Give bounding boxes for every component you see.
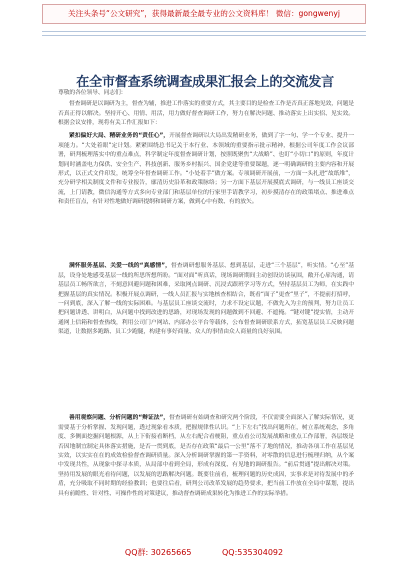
header-rule-top bbox=[42, 31, 366, 32]
section-heading: 紧扣偏好大局、精研业务的“责任心”， bbox=[69, 133, 170, 140]
paragraph-body: 督查调研有始调查和研究两个阶段，不仅需要全面深入了解实际情况，更需要基于分析掌握、发现问题，透过现象看本质，把握规律性认识。“上下左右”找出问题所在，树立系统观念，多角度、多侧面挖掘问题根源，从上下衔接看断档，从左右配合看梗阻，重点看公司发展战略和重点工作部署，各层级是否因地制宜制定具体落实措施，是否一贯到底，是否存在政策“最后一公里”落不了地的情况，推动各项工作在基层见实效，以实实在在的成效检验督查调研质量。深入分析调研掌握的第一手资料，对零散的信息进行梳理归纳，从个案中发现共性，从现象中探寻本质，从局部中看到全局，形成有深度、有见地的调研报告。“前后贯通”提出解决对策。坚持用发展的眼光看待问题，以发展的思路解决问题。既要往前看，梳理问题的历史成因，实事求是对待发展中的矛盾，充分吸取不同时期的经验教训；也要往后看，研判公司改革发展的趋势要求，把当前工作放在全局中谋划，提出具有前瞻性、针对性、可操作性的对策建议，推动督查调研成果转化为推进工作的实际举措。 bbox=[58, 415, 354, 497]
document-title: 在全市督查系统调查成果汇报会上的交流发言 bbox=[76, 75, 334, 90]
paragraph-intro bbox=[58, 100, 354, 128]
section-heading: 满怀服务基层、关爱一线的“真感情”， bbox=[69, 263, 172, 270]
footer-contact bbox=[0, 547, 408, 558]
paragraph-body: 开展督查调研以大局出发精研业务，做到了字一句、学一个专业、提升一项能力。“大处着眼”定计划。紧紧围绕总书记关于本行业、本领域的重要指示批示精神，根据公司年度工作会议部署，研判梳理落实中的重点难点，科学制定年度督查调研计划，按照既聚焦“大战略”、也盯“小切口”的原则，年度计划同时涵盖电力保供、安全生产、科技创新、服务乡村振兴、国企党建等重要课题，逐一明确调研的主要内容和开展形式，以正式文件印发，统筹全年督查调研工作。“小处着手”做方案。专项调研开展前，一方面一头扎进“故纸堆”，充分研学相关制度文件和专业报告，廓清历史沿革和政策脉络；另一方面下基层开展摸底式调研，与一线员工座谈交流，上门请教，微信沟通等方式多向专业部门和基层单位的行家里手请教学习，初步摸清存在的政策堵点、推进难点和责任盲点，有针对性地做好调研提纲和调研方案，做到心中有数、有的放矢。 bbox=[58, 133, 354, 206]
paragraph-body: 督查调研想服务基层、想到基层，走进“三个基层”，听实情。“心至”基层，设身处地感受基层一线的所思所想所盼。“面对面”听真话，现场调研期间主动创设访谈氛围，敞开心扉沟通，请基层员工畅所欲言，不刻意回避问题和困难，采取网点调研、沉浸式跟班学习等方式，坚持基层员工为师，在实践中把握基层的真实情况。积极开展点调研，一线人员汇报与实地核查相结合，既看“面子”更查“里子”，不提前打招呼，一问到底，深入了解一线的实际困难。与基层员工座谈交流时，力求不设定议题，不做先入为主的预判，努力让员工把问题讲透、讲明白，从问题中找到改进的思路，对现场发现的问题做到不回避、不遮掩。“键对键”提实情，主动开通网上信箱和督查热线，利用公司门户网站、内部办公平台等载体，公布督查调研联系方式，拓宽基层员工反映问题渠道，让数据多跑路、员工少跑腿，构建有事好商量、众人的事情由众人商量的良好氛围。 bbox=[58, 263, 354, 336]
header-rule-bottom bbox=[42, 35, 366, 36]
section-heading: 善用观察问题、分析问题的“辩证法”， bbox=[69, 415, 170, 422]
document-body bbox=[58, 89, 354, 538]
paragraph-section-1 bbox=[58, 132, 354, 254]
paragraph-section-2 bbox=[58, 262, 354, 404]
paragraph-section-3 bbox=[58, 414, 354, 536]
paragraph-body: 督查调研是以调研为主，督查为辅，推进工作落实的重要方式，其主要目的是检查工作是否真正落地见效，问题是否真正得以解决。坚持开心、用情、用活，用力做好督查调研工作，努力在解决问题、推动落实上出实招、见实效。根据会议安排，现将有关工作汇报如下： bbox=[58, 101, 354, 127]
salutation: 尊敬的各位领导、同志们： bbox=[58, 90, 127, 96]
footer-qq-group: QQ群: 30265665 bbox=[124, 548, 192, 557]
promo-banner: 关注头条号“公文研究”，获得最新最全最专业的公文资料库！ 微信：gongwenyj bbox=[42, 4, 366, 24]
footer-qq: QQ:535304092 bbox=[222, 548, 284, 557]
